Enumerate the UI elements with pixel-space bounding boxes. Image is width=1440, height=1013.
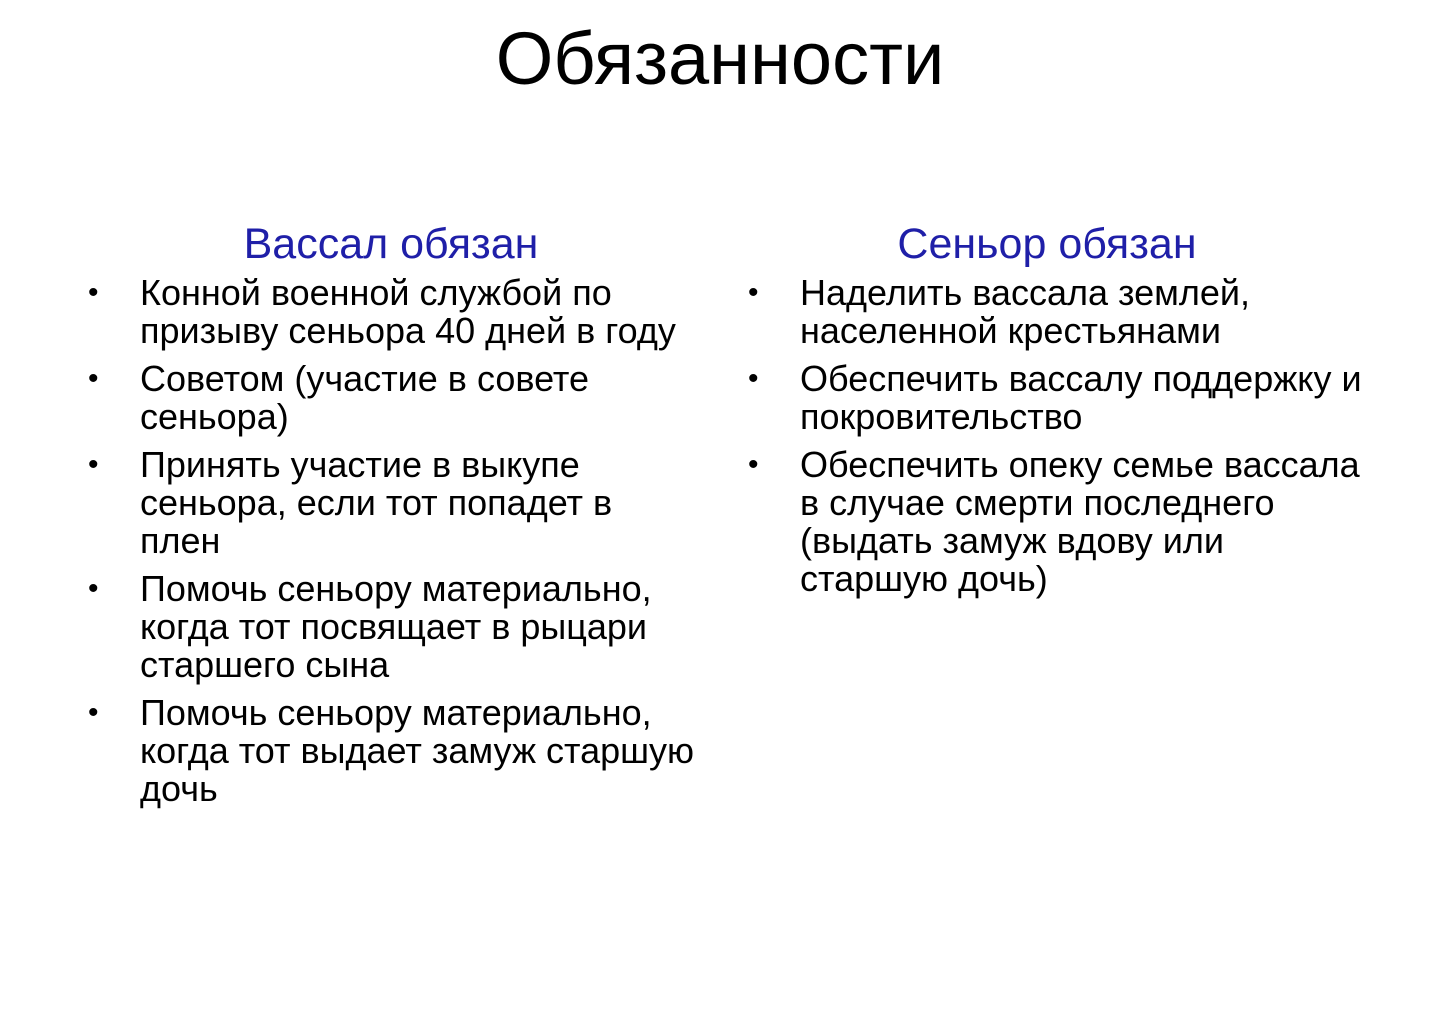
list-item-text: Конной военной службой по призыву сеньора 40 дней в году [140,272,676,351]
list-item-text: Советом (участие в совете сеньора) [140,358,590,437]
list-item [742,446,1362,598]
seigneur-column [742,214,1362,608]
vassal-heading: Вассал обязан [243,220,539,268]
list-item [82,570,702,684]
bullet-icon: • [88,362,99,395]
bullet-icon: • [88,572,99,605]
list-item [82,694,702,808]
bullet-icon: • [88,276,99,309]
bullet-icon: • [748,362,759,395]
bullet-icon: • [748,448,759,481]
bullet-icon: • [88,448,99,481]
seigneur-duties-list [742,274,1362,598]
list-item [742,274,1362,350]
list-item-text: Помочь сеньору материально, когда тот посвящает в рыцари старшего сына [140,568,652,685]
list-item [742,360,1362,436]
list-item-text: Принять участие в выкупе сеньора, если тот попадет в плен [140,444,613,561]
vassal-column [82,214,702,818]
list-item [82,446,702,560]
vassal-duties-list [82,274,702,808]
bullet-icon: • [88,696,99,729]
list-item [82,274,702,350]
bullet-icon: • [748,276,759,309]
list-item [82,360,702,436]
list-item-text: Обеспечить вассалу поддержку и покровительство [800,358,1362,437]
seigneur-heading: Сеньор обязан [897,220,1197,268]
list-item-text: Наделить вассала землей, населенной крестьянами [800,272,1251,351]
list-item-text: Обеспечить опеку семье вассала в случае смерти последнего (выдать замуж вдову или старшую дочь) [800,444,1360,599]
slide-title: Обязанности [495,17,945,100]
list-item-text: Помочь сеньору материально, когда тот выдает замуж старшую дочь [140,692,695,809]
